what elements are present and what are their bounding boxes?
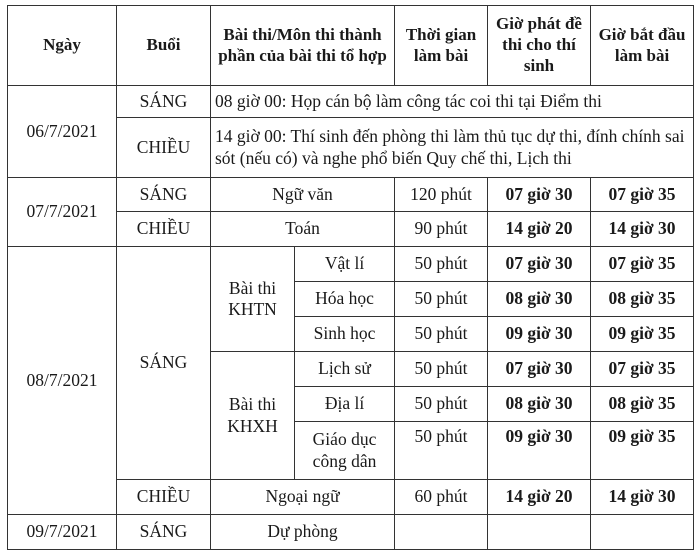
duration-cell: 50 phút — [395, 387, 488, 422]
session-cell: CHIỀU — [117, 118, 211, 178]
duration-cell: 50 phút — [395, 247, 488, 282]
table-row — [8, 86, 694, 118]
duration-cell: 120 phút — [395, 178, 488, 212]
distribute-time-cell: 14 giờ 20 — [488, 212, 591, 247]
distribute-time-cell: 07 giờ 30 — [488, 247, 591, 282]
duration-cell: 90 phút — [395, 212, 488, 247]
session-cell: SÁNG — [117, 86, 211, 118]
table-row — [8, 247, 694, 282]
subject-cell: Dự phòng — [211, 515, 395, 550]
table-row — [8, 515, 694, 550]
start-time-cell: 07 giờ 35 — [591, 352, 694, 387]
header-subject: Bài thi/Môn thi thành phần của bài thi tổ hợp — [211, 6, 395, 86]
distribute-time-cell: 08 giờ 30 — [488, 282, 591, 317]
group-khtn-cell: Bài thi KHTN — [211, 247, 295, 352]
group-khxh-cell: Bài thi KHXH — [211, 352, 295, 480]
subject-cell: Lịch sử — [295, 352, 395, 387]
subject-cell: Vật lí — [295, 247, 395, 282]
header-row — [8, 6, 694, 86]
header-distribute-time: Giờ phát đề thi cho thí sinh — [488, 6, 591, 86]
session-cell: SÁNG — [117, 515, 211, 550]
header-date: Ngày — [8, 6, 117, 86]
note-cell: 14 giờ 00: Thí sinh đến phòng thi làm thủ tục dự thi, đính chính sai sót (nếu có) và nghe phổ biến Quy chế thi, Lịch thi — [211, 118, 694, 178]
distribute-time-cell: 14 giờ 20 — [488, 480, 591, 515]
subject-cell: Toán — [211, 212, 395, 247]
start-time-cell: 07 giờ 35 — [591, 247, 694, 282]
date-cell: 06/7/2021 — [8, 86, 117, 178]
session-cell: SÁNG — [117, 178, 211, 212]
start-time-cell: 14 giờ 30 — [591, 212, 694, 247]
subject-cell: Ngoại ngữ — [211, 480, 395, 515]
duration-cell: 60 phút — [395, 480, 488, 515]
header-duration: Thời gian làm bài — [395, 6, 488, 86]
header-start-time: Giờ bắt đầu làm bài — [591, 6, 694, 86]
duration-cell: 50 phút — [395, 422, 488, 480]
start-time-cell: 09 giờ 35 — [591, 422, 694, 480]
exam-schedule-table — [7, 5, 694, 550]
start-time-cell: 08 giờ 35 — [591, 387, 694, 422]
subject-cell: Hóa học — [295, 282, 395, 317]
session-cell: CHIỀU — [117, 480, 211, 515]
subject-cell: Địa lí — [295, 387, 395, 422]
start-time-cell: 14 giờ 30 — [591, 480, 694, 515]
subject-cell: Ngữ văn — [211, 178, 395, 212]
distribute-time-cell: 07 giờ 30 — [488, 352, 591, 387]
distribute-time-cell: 09 giờ 30 — [488, 422, 591, 480]
note-cell: 08 giờ 00: Họp cán bộ làm công tác coi thi tại Điểm thi — [211, 86, 694, 118]
start-time-cell: 07 giờ 35 — [591, 178, 694, 212]
distribute-time-cell: 07 giờ 30 — [488, 178, 591, 212]
header-session: Buổi — [117, 6, 211, 86]
start-time-cell — [591, 515, 694, 550]
session-cell: SÁNG — [117, 247, 211, 480]
distribute-time-cell: 08 giờ 30 — [488, 387, 591, 422]
subject-cell: Sinh học — [295, 317, 395, 352]
date-cell: 07/7/2021 — [8, 178, 117, 247]
duration-cell: 50 phút — [395, 282, 488, 317]
duration-cell — [395, 515, 488, 550]
start-time-cell: 08 giờ 35 — [591, 282, 694, 317]
start-time-cell: 09 giờ 35 — [591, 317, 694, 352]
date-cell: 08/7/2021 — [8, 247, 117, 515]
table-row — [8, 178, 694, 212]
distribute-time-cell — [488, 515, 591, 550]
session-cell: CHIỀU — [117, 212, 211, 247]
duration-cell: 50 phút — [395, 352, 488, 387]
subject-cell: Giáo dục công dân — [295, 422, 395, 480]
date-cell: 09/7/2021 — [8, 515, 117, 550]
distribute-time-cell: 09 giờ 30 — [488, 317, 591, 352]
duration-cell: 50 phút — [395, 317, 488, 352]
